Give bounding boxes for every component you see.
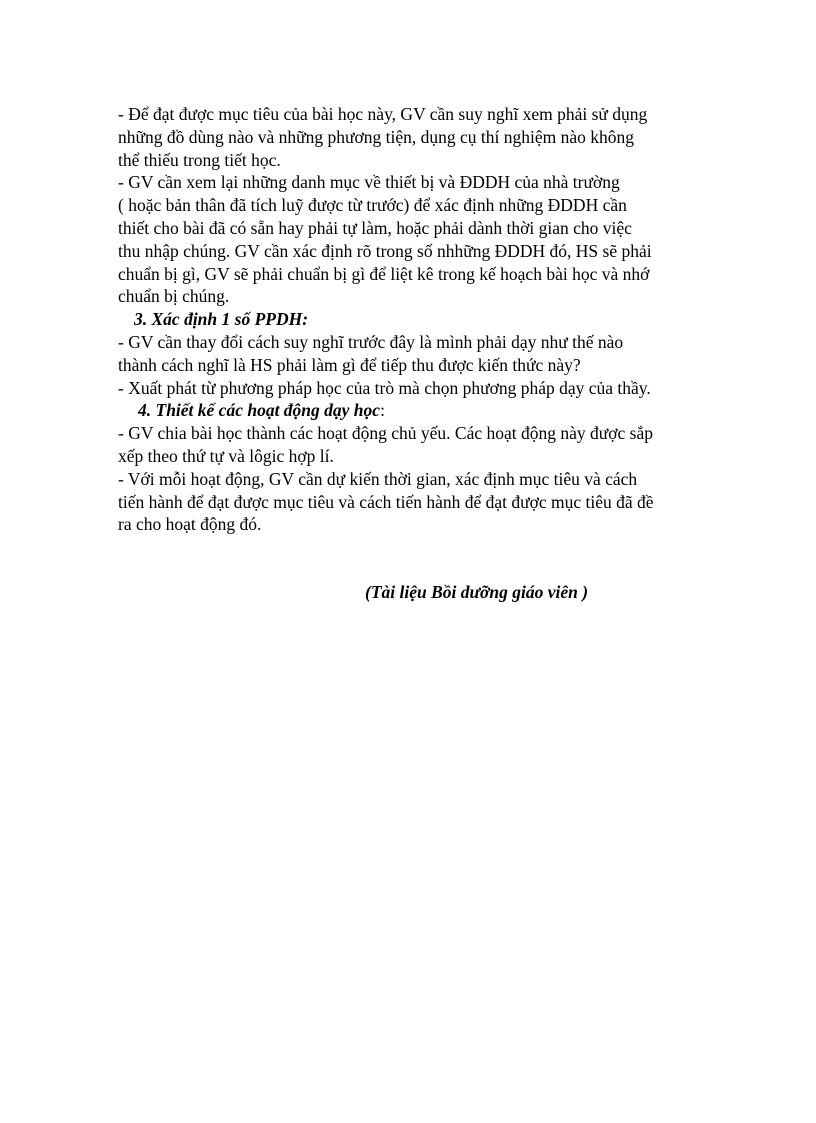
- source-citation: (Tài liệu Bồi dưỡng giáo viên ): [365, 582, 589, 602]
- text-line-12: - Xuất phát từ phương pháp học của trò mà chọn phương pháp dạy của thầy.: [118, 377, 651, 398]
- text-line-5: ( hoặc bản thân đã tích luỹ được từ trước) để xác định những ĐDDH cần: [118, 195, 627, 216]
- document-body: [118, 103, 698, 536]
- text-line-15: - Với mỗi hoạt động, GV cần dự kiến thời gian, xác định mục tiêu và cách: [118, 468, 638, 489]
- text-line-2: những đồ dùng nào và những phương tiện, dụng cụ thí nghiệm nào không: [118, 126, 634, 147]
- text-line-6: thiết cho bài đã có sẵn hay phải tự làm, hoặc phải dành thời gian cho việc: [118, 217, 632, 238]
- text-line-7: thu nhập chúng. GV cần xác định rõ trong số nhhững ĐDDH đó, HS sẽ phải: [118, 240, 652, 261]
- text-line-13: - GV chia bài học thành các hoạt động chủ yếu. Các hoạt động này được sắp: [118, 423, 653, 444]
- section-heading-4-colon: :: [380, 400, 385, 421]
- text-line-10: - GV cần thay đổi cách suy nghĩ trước đây là mình phải dạy như thế nào: [118, 331, 624, 352]
- text-line-4: - GV cần xem lại những danh mục về thiết bị và ĐDDH của nhà trường: [118, 172, 620, 193]
- text-line-3: thể thiếu trong tiết học.: [118, 149, 281, 170]
- text-line-1: - Để đạt được mục tiêu của bài học này, GV cần suy nghĩ xem phải sử dụng: [118, 104, 648, 124]
- text-line-8: chuẩn bị gì, GV sẽ phải chuẩn bị gì để liệt kê trong kế hoạch bài học và nhớ: [118, 263, 650, 284]
- section-heading-3: 3. Xác định 1 số PPDH:: [134, 309, 309, 330]
- text-line-17: ra cho hoạt động đó.: [118, 514, 262, 535]
- section-heading-4: [118, 399, 698, 422]
- text-line-11: thành cách nghĩ là HS phải làm gì để tiếp thu được kiến thức này?: [118, 354, 581, 375]
- text-line-9: chuẩn bị chúng.: [118, 286, 230, 307]
- text-line-14: xếp theo thứ tự và lôgic hợp lí.: [118, 445, 334, 466]
- text-line-16: tiến hành để đạt được mục tiêu và cách tiến hành để đạt được mục tiêu đã đề: [118, 491, 654, 512]
- section-heading-4-title: 4. Thiết kế các hoạt động dạy học: [138, 400, 381, 421]
